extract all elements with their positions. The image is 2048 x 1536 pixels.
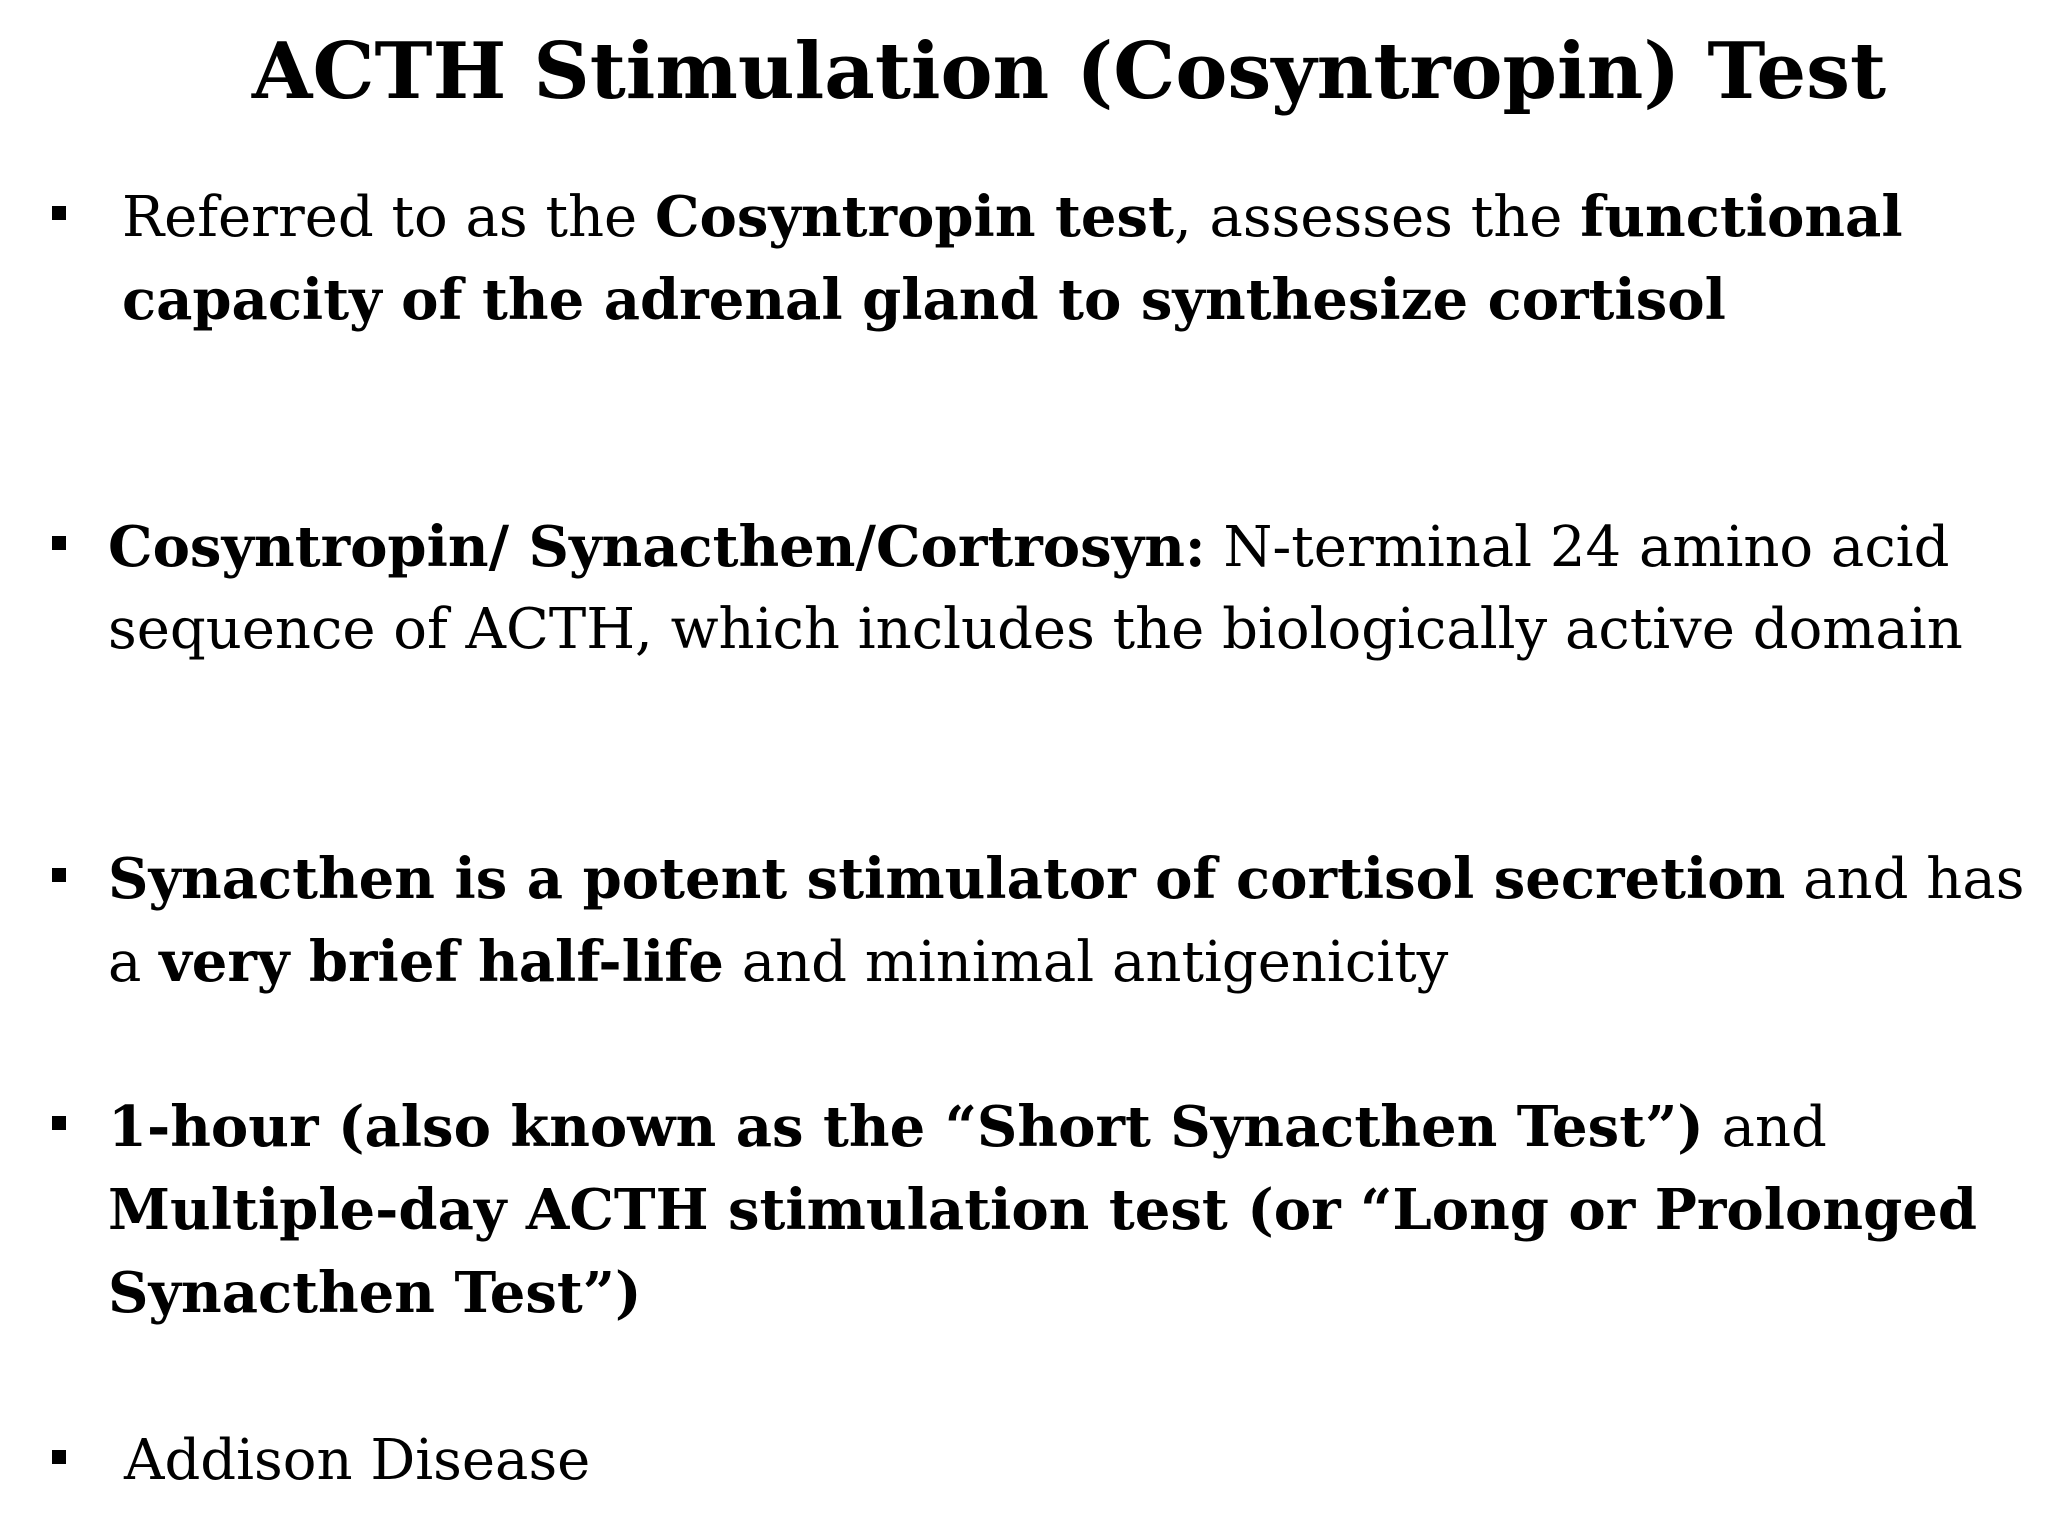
text-run: N-terminal 24 amino acid sequence of ACTH, which includes the biologically active domain: [108, 515, 1963, 662]
square-bullet-icon: [52, 536, 66, 550]
text-run: and: [1703, 1095, 1827, 1160]
square-bullet-icon: [52, 1116, 66, 1130]
text-run-bold: functional capacity of the adrenal gland to synthesize cortisol: [122, 184, 1903, 333]
text-run: Referred to as the: [122, 185, 655, 250]
square-bullet-icon: [52, 1450, 66, 1464]
text-run: , assesses the: [1173, 185, 1581, 250]
text-run-bold: very brief half-life: [159, 929, 724, 995]
text-run: Addison Disease: [124, 1428, 591, 1493]
square-bullet-icon: [52, 206, 66, 220]
bullet-text: [108, 506, 2028, 671]
bullet-text: [122, 176, 2002, 342]
text-run-bold: Multiple-day ACTH stimulation test (or “Long or Prolonged Synacthen Test”): [108, 1177, 1978, 1326]
text-run-bold: Cosyntropin test: [654, 184, 1174, 250]
square-bullet-icon: [52, 868, 66, 882]
text-run: and minimal antigenicity: [723, 930, 1449, 995]
text-run-bold: Cosyntropin/ Synacthen/Cortrosyn:: [108, 514, 1206, 580]
slide-title: ACTH Stimulation (Cosyntropin) Test: [251, 26, 1887, 117]
text-run: and has a: [108, 847, 2025, 995]
bullet-text: [108, 1086, 2008, 1335]
bullet-text: [124, 1420, 1924, 1502]
text-run-bold: Synacthen is a potent stimulator of cortisol secretion: [108, 846, 1786, 912]
bullet-text: [108, 838, 2028, 1004]
text-run-bold: 1-hour (also known as the “Short Synacthen Test”): [108, 1094, 1704, 1160]
